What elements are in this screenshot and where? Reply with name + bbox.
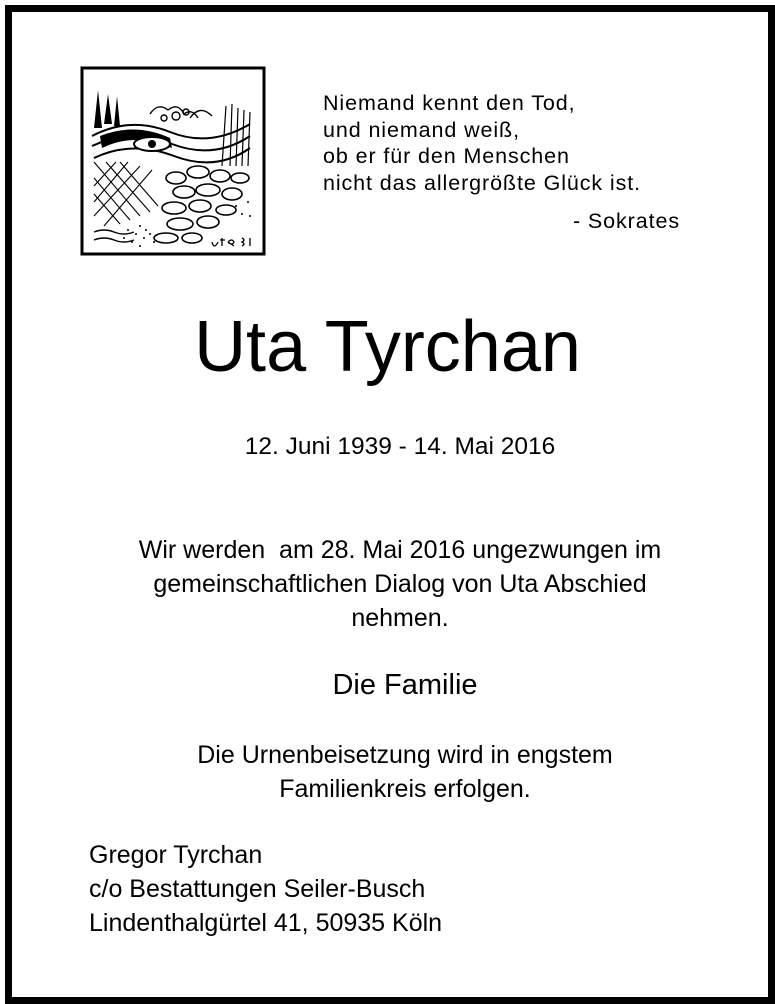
message-line: nehmen. (351, 604, 449, 632)
urn-line: Die Urnenbeisetzung wird in engstem (197, 741, 613, 769)
quote-line: nicht das allergrößte Glück ist. (323, 170, 641, 195)
contact-address (89, 838, 442, 940)
quote-line: ob er für den Menschen (323, 144, 570, 168)
urn-line: Familienkreis erfolgen. (279, 775, 531, 803)
farewell-message (0, 533, 775, 635)
quote-line: Niemand kennt den Tod, (323, 91, 576, 115)
urn-notice (0, 738, 775, 806)
contact-line: Gregor Tyrchan (89, 841, 263, 869)
life-dates: 12. Juni 1939 - 14. Mai 2016 (244, 433, 556, 460)
quote-line: und niemand weiß, (323, 117, 520, 142)
message-line: gemeinschaftlichen Dialog von Uta Abschied (153, 570, 647, 598)
message-line: Wir werden am 28. Mai 2016 ungezwungen im (138, 536, 662, 564)
quote-text (323, 90, 723, 196)
contact-line: Lindenthalgürtel 41, 50935 Köln (89, 909, 443, 937)
artwork-drawing (80, 66, 266, 256)
family-signoff: Die Familie (332, 669, 478, 701)
contact-line: c/o Bestattungen Seiler-Busch (89, 875, 426, 903)
deceased-name: Uta Tyrchan (194, 307, 581, 387)
quote-author: - Sokrates (573, 209, 680, 233)
